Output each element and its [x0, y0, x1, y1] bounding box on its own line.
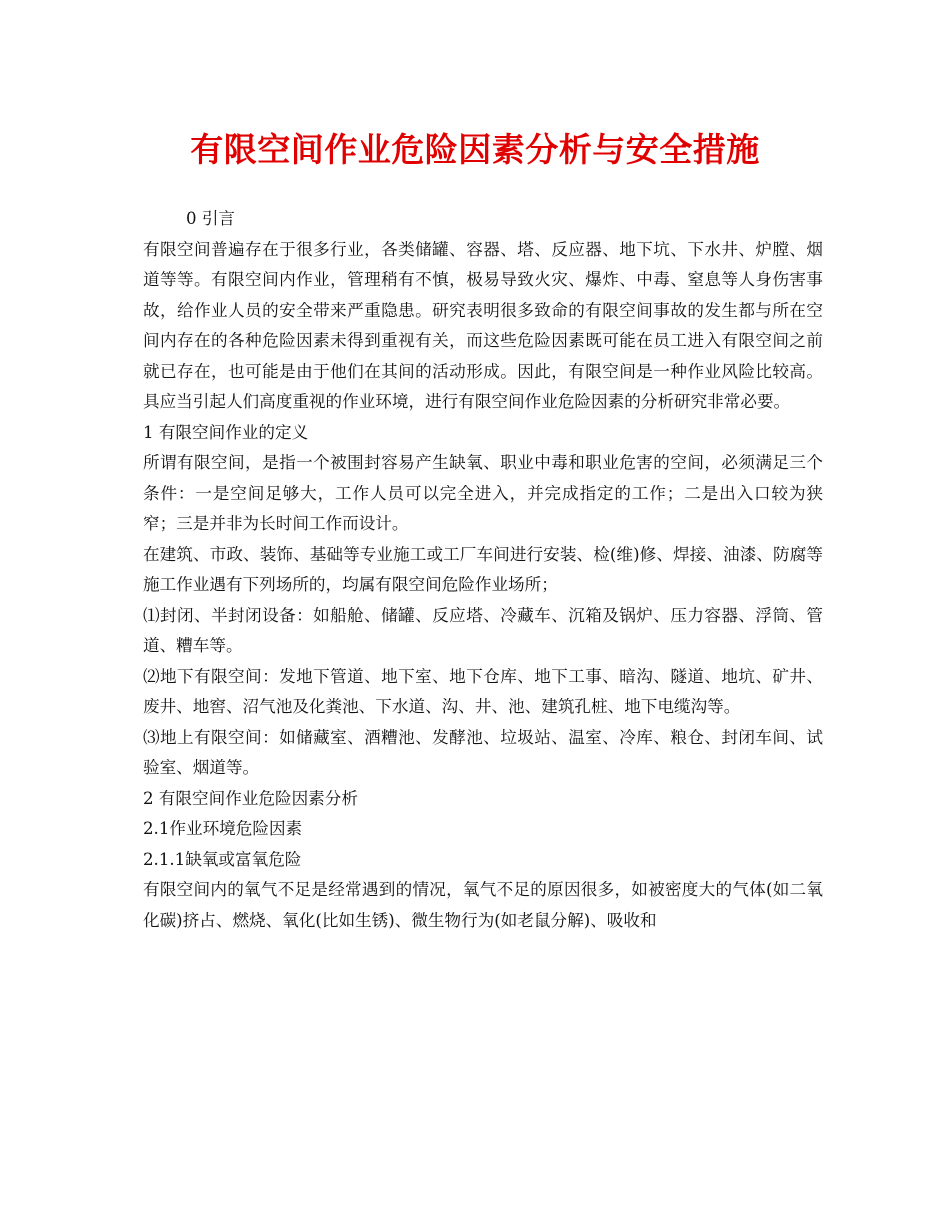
paragraph: 所谓有限空间，是指一个被围封容易产生缺氧、职业中毒和职业危害的空间，必须满足三个条件：一是空间足够大，工作人员可以完全进入，并完成指定的工作；二是出入口较为狭窄；三是并非为长时间工作而设计。: [143, 453, 823, 533]
paragraph: 有限空间普遍存在于很多行业，各类储罐、容器、塔、反应器、地下坑、下水井、炉膛、烟道等等。有限空间内作业，管理稍有不慎，极易导致火灾、爆炸、中毒、窒息等人身伤害事故，给作业人员的安全带来严重隐患。研究表明很多致命的有限空间事故的发生都与所在空间内存在的各种危险因素未得到重视有关，而这些危险因素既可能在员工进入有限空间之前就已存在，也可能是由于他们在其间的活动形成。因此，有限空间是一种作业风险比较高。具应当引起人们高度重视的作业环境，进行有限空间作业危险因素的分析研究非常必要。: [143, 239, 823, 411]
paragraph: 在建筑、市政、装饰、基础等专业施工或工厂车间进行安装、检(维)修、焊接、油漆、防腐等施工作业遇有下列场所的，均属有限空间危险作业场所；: [143, 544, 823, 594]
subsection-heading: 2.1.1缺氧或富氧危险: [143, 849, 302, 869]
list-item: ⑶地上有限空间：如储藏室、酒糟池、发酵池、垃圾站、温室、冷库、粮仓、封闭车间、试验室、烟道等。: [143, 727, 823, 777]
list-item: ⑵地下有限空间：发地下管道、地下室、地下仓库、地下工事、暗沟、隧道、地坑、矿井、废井、地窖、沼气池及化粪池、下水道、沟、井、池、建筑孔桩、地下电缆沟等。: [143, 666, 823, 716]
section-heading: 1 有限空间作业的定义: [143, 422, 309, 442]
subsection-heading: 2.1作业环境危险因素: [143, 819, 303, 838]
section-heading: 2 有限空间作业危险因素分析: [143, 788, 358, 808]
paragraph-intro-heading: 0 引言: [186, 209, 236, 228]
list-item: ⑴封闭、半封闭设备：如船舱、储罐、反应塔、冷藏车、沉箱及锅炉、压力容器、浮筒、管道、糟车等。: [143, 605, 823, 655]
document-title: 有限空间作业危险因素分析与安全措施: [190, 130, 760, 169]
paragraph: 有限空间内的氧气不足是经常遇到的情况，氧气不足的原因很多，如被密度大的气体(如二氧化碳)挤占、燃烧、氧化(比如生锈)、微生物行为(如老鼠分解)、吸收和: [143, 880, 823, 930]
document-body: [143, 204, 823, 936]
